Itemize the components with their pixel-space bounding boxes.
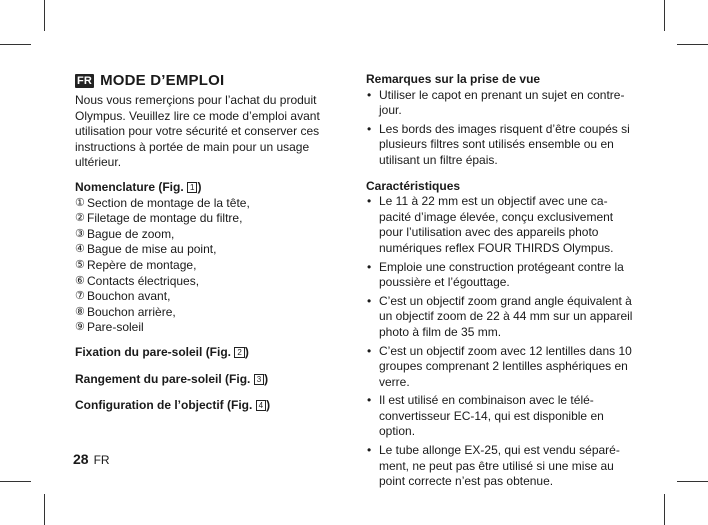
- nomenclature-item: [75, 274, 337, 290]
- figure-ref: 3: [254, 374, 264, 385]
- left-sections: [75, 345, 337, 414]
- nomenclature-item: [75, 320, 337, 336]
- page-title: [75, 72, 337, 90]
- remarks-heading: Remarques sur la prise de vue: [366, 72, 541, 86]
- crop-mark: [664, 0, 665, 31]
- features-list: [366, 194, 634, 490]
- item-label: Bouchon avant,: [87, 289, 171, 304]
- item-number: ⑨: [75, 321, 85, 334]
- remark-item: • Les bords des images risquent d’être coupés si plusieurs filtres sont utilisés ensemble ou en utilisant un filtre épais.: [366, 122, 634, 169]
- item-label: Pare-soleil: [87, 320, 144, 335]
- nomenclature-item: [75, 242, 337, 258]
- item-label: Bague de mise au point,: [87, 242, 217, 257]
- item-number: ⑦: [75, 290, 85, 303]
- section-heading: Rangement du pare-soleil (Fig. 3 ): [75, 371, 269, 386]
- item-number: ③: [75, 227, 85, 240]
- crop-mark: [0, 44, 31, 45]
- item-number: ④: [75, 243, 85, 256]
- nomenclature-item: [75, 289, 337, 305]
- crop-mark: [677, 481, 708, 482]
- item-label: Contacts électriques,: [87, 273, 200, 288]
- section-heading: Configuration de l’objectif (Fig. 4 ): [75, 398, 271, 413]
- crop-mark: [44, 494, 45, 525]
- language-badge: FR: [77, 75, 93, 87]
- feature-item: • C’est un objectif zoom grand angle équivalent à un objectif zoom de 22 à 44 mm sur un appareil photo à film de 35 mm.: [366, 294, 634, 341]
- item-label: Repère de montage,: [87, 257, 197, 272]
- item-label: Section de montage de la tête,: [87, 195, 250, 210]
- title-text: MODE D’EMPLOI: [100, 72, 225, 89]
- section-heading: Fixation du pare-soleil (Fig. 2 ): [75, 344, 249, 359]
- feature-item: • Le tube allonge EX-25, qui est vendu séparément, ne peut pas être utilisé si une mise au point correcte n’est pas obtenue.: [366, 443, 634, 490]
- features-heading: Caractéristiques: [366, 178, 461, 193]
- nomenclature-list: [75, 196, 337, 336]
- intro-paragraph: Nous vous remerçions pour l’achat du produit Olympus. Veuillez lire ce mode d’emploi avant utilisation pour votre sécurité et conserver ces instructions à portée de main pour un usage ultérieur.: [75, 93, 320, 170]
- nomenclature-heading: Nomenclature (Fig. 1 ): [75, 179, 202, 194]
- page-footer: [73, 451, 110, 467]
- page-number: 28: [73, 451, 89, 467]
- remark-item: • Utiliser le capot en prenant un sujet en contre-jour.: [366, 88, 634, 119]
- nomenclature-item: [75, 211, 337, 227]
- item-number: ②: [75, 212, 85, 225]
- item-label: Bague de zoom,: [87, 226, 175, 241]
- nomenclature-item: [75, 305, 337, 321]
- item-number: ①: [75, 196, 85, 209]
- footer-language: FR: [93, 453, 110, 467]
- item-label: Bouchon arrière,: [87, 304, 176, 319]
- remarks-list: [366, 88, 634, 169]
- crop-mark: [44, 0, 45, 31]
- item-number: ⑥: [75, 274, 85, 287]
- feature-item: • Il est utilisé en combinaison avec le téléconvertisseur EC-14, qui est disponible en option.: [366, 393, 634, 440]
- feature-item: • C’est un objectif zoom avec 12 lentilles dans 10 groupes comprenant 2 lentilles asphériques en verre.: [366, 344, 634, 391]
- crop-mark: [0, 481, 31, 482]
- figure-ref: 1: [187, 182, 197, 193]
- right-column: [366, 72, 634, 500]
- item-label: Filetage de montage du filtre,: [87, 211, 243, 226]
- crop-mark: [664, 494, 665, 525]
- item-number: ⑧: [75, 305, 85, 318]
- figure-ref: 4: [256, 400, 266, 411]
- crop-mark: [677, 44, 708, 45]
- left-column: [75, 72, 337, 425]
- item-number: ⑤: [75, 258, 85, 271]
- nomenclature-item: [75, 258, 337, 274]
- feature-item: • Le 11 à 22 mm est un objectif avec une capacité d’image élevée, conçu exclusivement pour l’utilisation avec des appareils photo numériques reflex FOUR THIRDS Olympus.: [366, 194, 634, 256]
- nomenclature-item: [75, 196, 337, 212]
- feature-item: • Emploie une construction protégeant contre la poussière et l’égouttage.: [366, 260, 634, 291]
- figure-ref: 2: [234, 347, 244, 358]
- nomenclature-item: [75, 227, 337, 243]
